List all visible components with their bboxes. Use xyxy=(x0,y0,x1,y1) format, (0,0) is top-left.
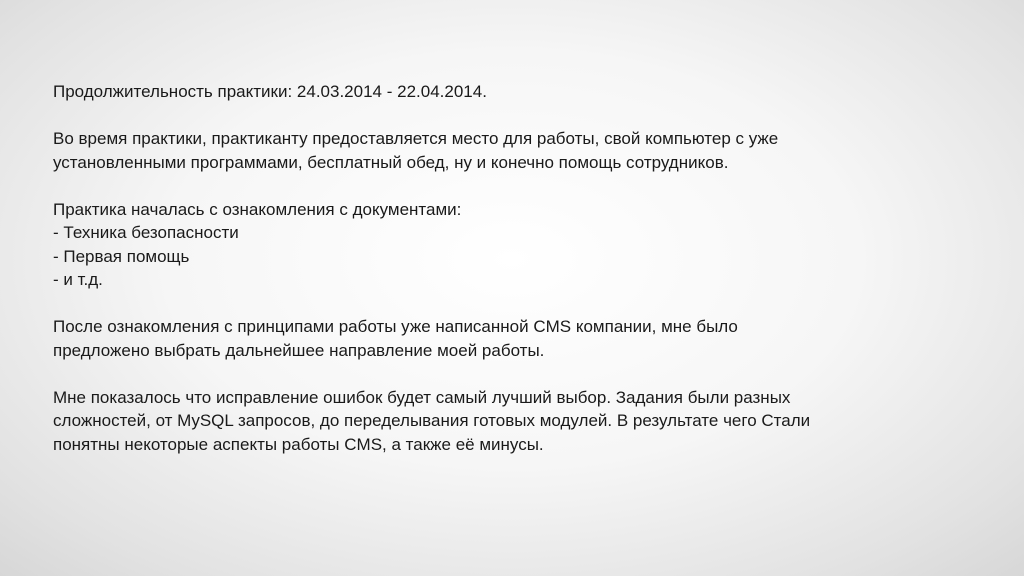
text-line: сложностей, от MySQL запросов, до переделывания готовых модулей. В результате чего Стали xyxy=(53,411,811,430)
list-item: - Первая помощь xyxy=(53,246,190,266)
list-item: - Техника безопасности xyxy=(53,223,239,242)
documents-paragraph xyxy=(53,198,973,292)
bugfix-paragraph xyxy=(53,386,973,457)
text-line: После ознакомления с принципами работы уже написанной CMS компании, мне было xyxy=(53,317,738,336)
text-line: Во время практики, практиканту предоставляется место для работы, свой компьютер с уже xyxy=(53,129,779,148)
workplace-paragraph xyxy=(53,127,973,174)
text-line: Продолжительность практики: 24.03.2014 - 22.04.2014. xyxy=(53,82,487,101)
text-line: понятны некоторые аспекты работы CMS, а также её минусы. xyxy=(53,434,544,454)
practice-duration-paragraph xyxy=(53,80,973,104)
slide-body xyxy=(53,80,973,480)
cms-paragraph xyxy=(53,315,973,362)
text-line: Мне показалось что исправление ошибок будет самый лучший выбор. Задания были разных xyxy=(53,387,791,407)
text-line: предложено выбрать дальнейшее направление моей работы. xyxy=(53,340,545,360)
list-item: - и т.д. xyxy=(53,270,103,289)
text-line: установленными программами, бесплатный обед, ну и конечно помощь сотрудников. xyxy=(53,152,729,172)
text-line: Практика началась с ознакомления с документами: xyxy=(53,199,462,219)
